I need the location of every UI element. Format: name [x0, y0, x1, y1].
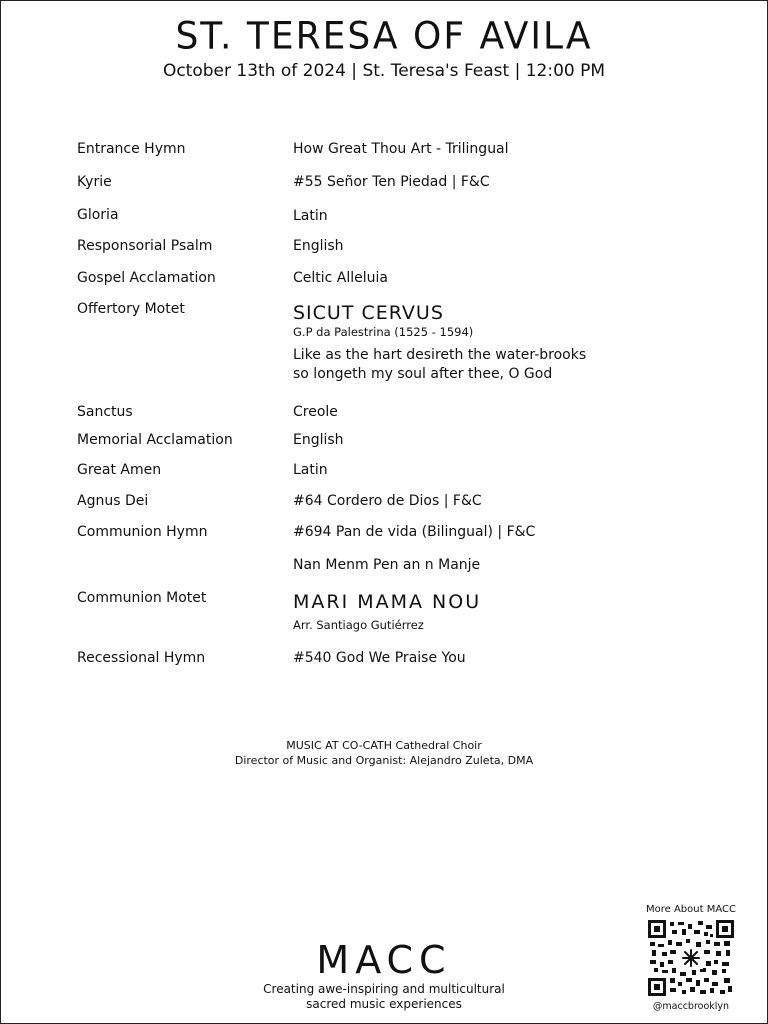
entrance-hymn-label: Entrance Hymn	[77, 141, 186, 157]
gospel-acclamation-value: Celtic Alleluia	[293, 270, 389, 286]
gloria-value: Latin	[293, 208, 328, 224]
choir-credits	[0, 738, 768, 768]
qr-label: More About MACC	[646, 904, 736, 915]
choir-name: MUSIC AT CO-CATH Cathedral Choir	[286, 739, 482, 752]
page-title: ST. TERESA OF AVILA	[175, 14, 593, 59]
offertory-motet-text-line1: Like as the hart desireth the water-brooks	[293, 347, 587, 363]
psalm-value: English	[293, 238, 344, 254]
qr-handle: @maccbrooklyn	[652, 1001, 730, 1012]
psalm-label: Responsorial Psalm	[77, 238, 213, 254]
sanctus-label: Sanctus	[77, 404, 133, 420]
choir-director: Director of Music and Organist: Alejandro Zuleta, DMA	[234, 754, 534, 767]
gloria-label: Gloria	[77, 207, 119, 223]
gospel-acclamation-label: Gospel Acclamation	[77, 270, 216, 286]
great-amen-label: Great Amen	[77, 462, 162, 478]
great-amen-value: Latin	[293, 462, 328, 478]
tagline-line1: Creating awe-inspiring and multicultural	[263, 982, 505, 996]
communion-hymn-value: #694 Pan de vida (Bilingual) | F&C	[293, 524, 536, 540]
communion-hymn-value-2: Nan Menm Pen an n Manje	[293, 557, 481, 573]
macc-logo: MACC	[316, 938, 452, 982]
offertory-motet-label: Offertory Motet	[77, 301, 185, 317]
sanctus-value: Creole	[293, 404, 338, 420]
recessional-hymn-label: Recessional Hymn	[77, 650, 206, 666]
kyrie-label: Kyrie	[77, 174, 112, 190]
entrance-hymn-value: How Great Thou Art - Trilingual	[293, 141, 509, 157]
recessional-hymn-value: #540 God We Praise You	[293, 650, 466, 666]
tagline-line2: sacred music experiences	[306, 997, 462, 1011]
agnus-dei-label: Agnus Dei	[77, 493, 149, 509]
memorial-acclamation-value: English	[293, 432, 344, 448]
kyrie-value: #55 Señor Ten Piedad | F&C	[293, 174, 490, 190]
event-subtitle: October 13th of 2024 | St. Teresa's Feast | 12:00 PM	[162, 61, 606, 81]
agnus-dei-value: #64 Cordero de Dios | F&C	[293, 493, 482, 509]
offertory-motet-composer: G.P da Palestrina (1525 - 1594)	[293, 325, 474, 339]
communion-hymn-label: Communion Hymn	[77, 524, 208, 540]
communion-motet-title: MARI MAMA NOU	[293, 591, 482, 613]
qr-code-icon[interactable]	[648, 920, 734, 996]
memorial-acclamation-label: Memorial Acclamation	[77, 432, 233, 448]
communion-motet-label: Communion Motet	[77, 590, 207, 606]
offertory-motet-text-line2: so longeth my soul after thee, O God	[293, 366, 553, 382]
communion-motet-composer: Arr. Santiago Gutiérrez	[293, 618, 424, 632]
offertory-motet-title: SICUT CERVUS	[293, 302, 444, 324]
